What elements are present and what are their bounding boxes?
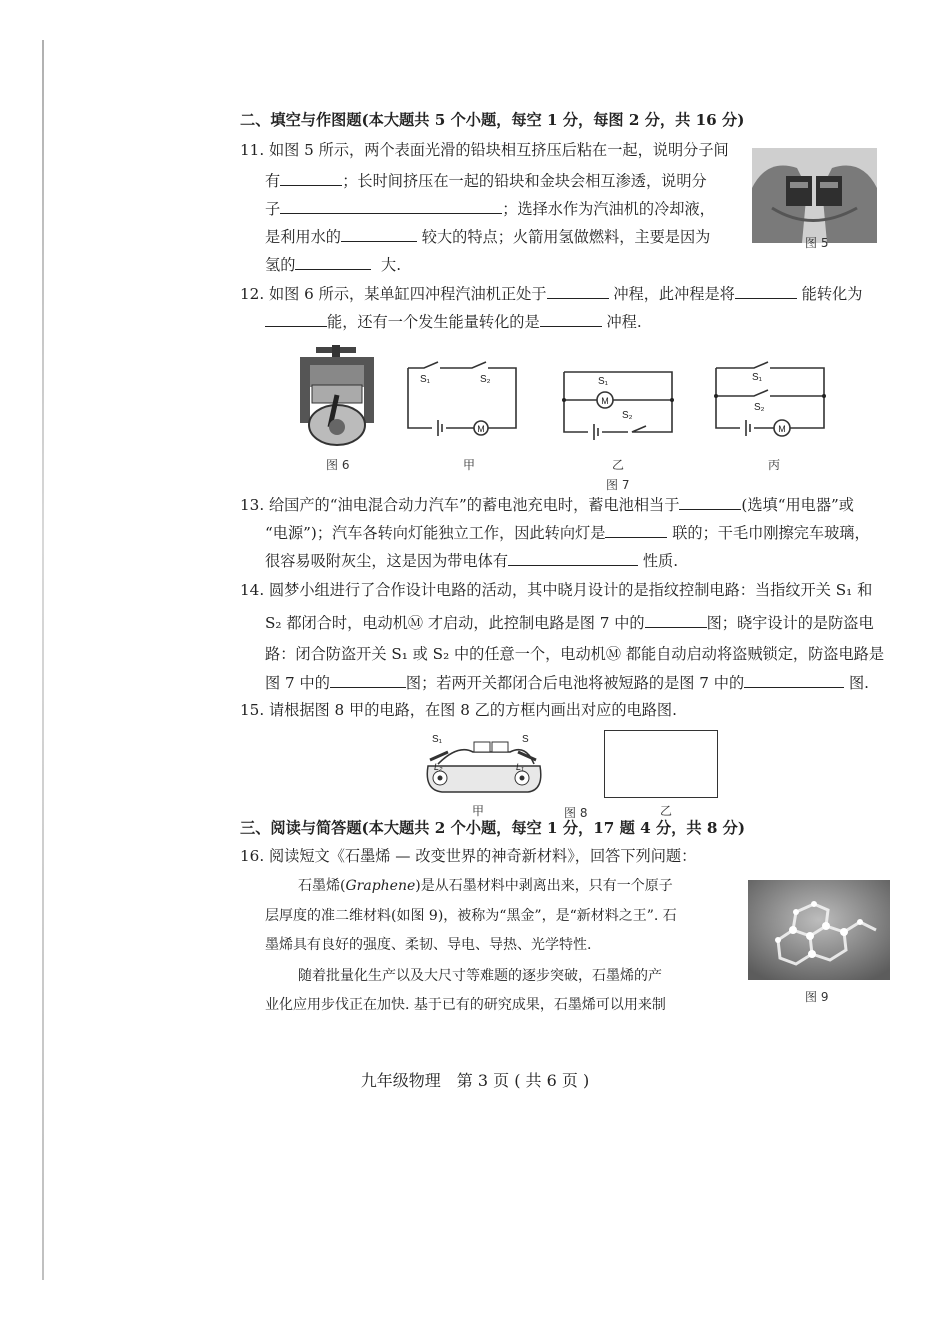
figure-6-caption: 图 6 (326, 458, 350, 472)
figure-6-engine (296, 345, 378, 450)
figure-7-caption: 图 7 (606, 478, 630, 492)
figure-8-jia-label: 甲 (472, 804, 485, 818)
figure-5-caption: 图 5 (805, 236, 829, 250)
q13-line-3: 很容易吸附灰尘，这是因为带电体有 性质. (265, 552, 679, 570)
q11-blank-1[interactable] (280, 170, 342, 186)
q16-para-4: 随着批量化生产以及大尺寸等难题的逐步突破，石墨烯的产 (298, 968, 662, 984)
q16-para-5: 业化应用步伐正在加快. 基于已有的研究成果，石墨烯可以用来制 (265, 997, 666, 1013)
label-l2: L₂ (434, 762, 443, 772)
figure-8-yi-label: 乙 (660, 804, 673, 818)
switch-label-s2: S₂ (622, 410, 633, 421)
figure-9-graphene-image (748, 880, 890, 980)
figure-8-physical-circuit (418, 730, 548, 800)
figure-7-circuit-jia (406, 362, 518, 434)
q13-line-1: 13. 给国产的“油电混合动力汽车”的蓄电池充电时，蓄电池相当于 (选填“用电器”或 (240, 496, 854, 514)
q13-line-2: “电源”)；汽车各转向灯能独立工作，因此转向灯是 联的；干毛巾刚擦完车玻璃， (265, 524, 870, 542)
label-s: S (522, 734, 529, 745)
q11-blank-2[interactable] (280, 198, 502, 214)
figure-7-yi-label: 乙 (612, 458, 625, 472)
q13-blank-2[interactable] (605, 522, 667, 538)
q11-blank-4[interactable] (295, 254, 371, 270)
label-l1: L₁ (516, 762, 524, 772)
figure-7-bing-label: 丙 (768, 458, 781, 472)
q14-blank-1[interactable] (645, 612, 707, 628)
q11-line-4: 是利用水的 较大的特点；火箭用氢做燃料，主要是因为 (265, 228, 711, 246)
q13-blank-3[interactable] (508, 550, 638, 566)
switch-label-s1: S₁ (752, 372, 763, 383)
label-s1: S₁ (432, 734, 443, 745)
q12-blank-2[interactable] (735, 283, 797, 299)
figure-7-circuit-bing (714, 362, 826, 434)
q14-line-2: S₂ 都闭合时，电动机Ⓜ 才启动，此控制电路是图 7 中的 图；晓宇设计的是防盗电 (265, 614, 874, 632)
q12-blank-4[interactable] (540, 311, 602, 327)
q12-blank-3[interactable] (265, 311, 327, 327)
q15-line-1: 15. 请根据图 8 甲的电路，在图 8 乙的方框内画出对应的电路图. (240, 701, 677, 719)
motor-label: M (778, 424, 786, 434)
figure-7-circuit-yi (562, 370, 674, 438)
q11-line-5: 氢的 大. (265, 256, 402, 274)
switch-label-s2: S₂ (754, 402, 765, 413)
q16-para-2: 层厚度的准二维材料(如图 9)，被称为“黑金”，是“新材料之王”. 石 (265, 908, 677, 924)
figure-9-caption: 图 9 (805, 990, 829, 1004)
q11-line-2: 有 ；长时间挤压在一起的铅块和金块会相互渗透，说明分 (265, 172, 707, 190)
section-3-header: 三、阅读与简答题(本大题共 2 个小题，每空 1 分，17 题 4 分，共 8 分) (240, 819, 746, 837)
q11-blank-3[interactable] (341, 226, 417, 242)
switch-label-s2: S₂ (480, 374, 491, 385)
graphene-term: Graphene (345, 878, 416, 894)
q12-line-2: 能，还有一个发生能量转化的是 冲程. (265, 311, 642, 332)
q16-para-1: 石墨烯(Graphene)是从石墨材料中剥离出来，只有一个原子 (298, 878, 673, 894)
q11-line-1: 11. 如图 5 所示，两个表面光滑的铅块相互挤压后粘在一起，说明分子间 (240, 141, 729, 159)
page-footer: 九年级物理 第 3 页 ( 共 6 页 ) (360, 1071, 590, 1090)
figure-7-jia-label: 甲 (463, 458, 476, 472)
motor-label: M (477, 424, 485, 434)
q11-line-3: 子 ；选择水作为汽油机的冷却液， (265, 200, 715, 218)
q14-line-3: 路：闭合防盗开关 S₁ 或 S₂ 中的任意一个，电动机Ⓜ 都能自动启动将盗贼锁定，防盗电路是 (265, 645, 885, 663)
q12-blank-1[interactable] (547, 283, 609, 299)
switch-label-s1: S₁ (598, 376, 609, 387)
figure-8-caption: 图 8 (564, 806, 588, 820)
q13-blank-1[interactable] (679, 494, 741, 510)
scan-edge (42, 40, 44, 1280)
q14-blank-2[interactable] (330, 672, 406, 688)
section-2-header: 二、填空与作图题(本大题共 5 个小题，每空 1 分，每图 2 分，共 16 分) (240, 111, 745, 129)
figure-5-image (752, 148, 877, 243)
motor-label: M (601, 396, 609, 406)
q14-blank-3[interactable] (744, 672, 844, 688)
q16-para-3: 墨烯具有良好的强度、柔韧、导电、导热、光学特性. (265, 937, 592, 953)
q14-line-4: 图 7 中的 图；若两开关都闭合后电池将被短路的是图 7 中的 图. (265, 674, 869, 692)
switch-label-s1: S₁ (420, 374, 431, 385)
figure-8-answer-box[interactable] (604, 730, 718, 798)
q14-line-1: 14. 圆梦小组进行了合作设计电路的活动，其中晓月设计的是指纹控制电路：当指纹开关 S₁ 和 (240, 581, 873, 599)
q16-line-1: 16. 阅读短文《石墨烯 — 改变世界的神奇新材料》，回答下列问题： (240, 847, 697, 865)
q12-line-1: 12. 如图 6 所示，某单缸四冲程汽油机正处于 冲程，此冲程是将 能转化为 (240, 285, 863, 303)
